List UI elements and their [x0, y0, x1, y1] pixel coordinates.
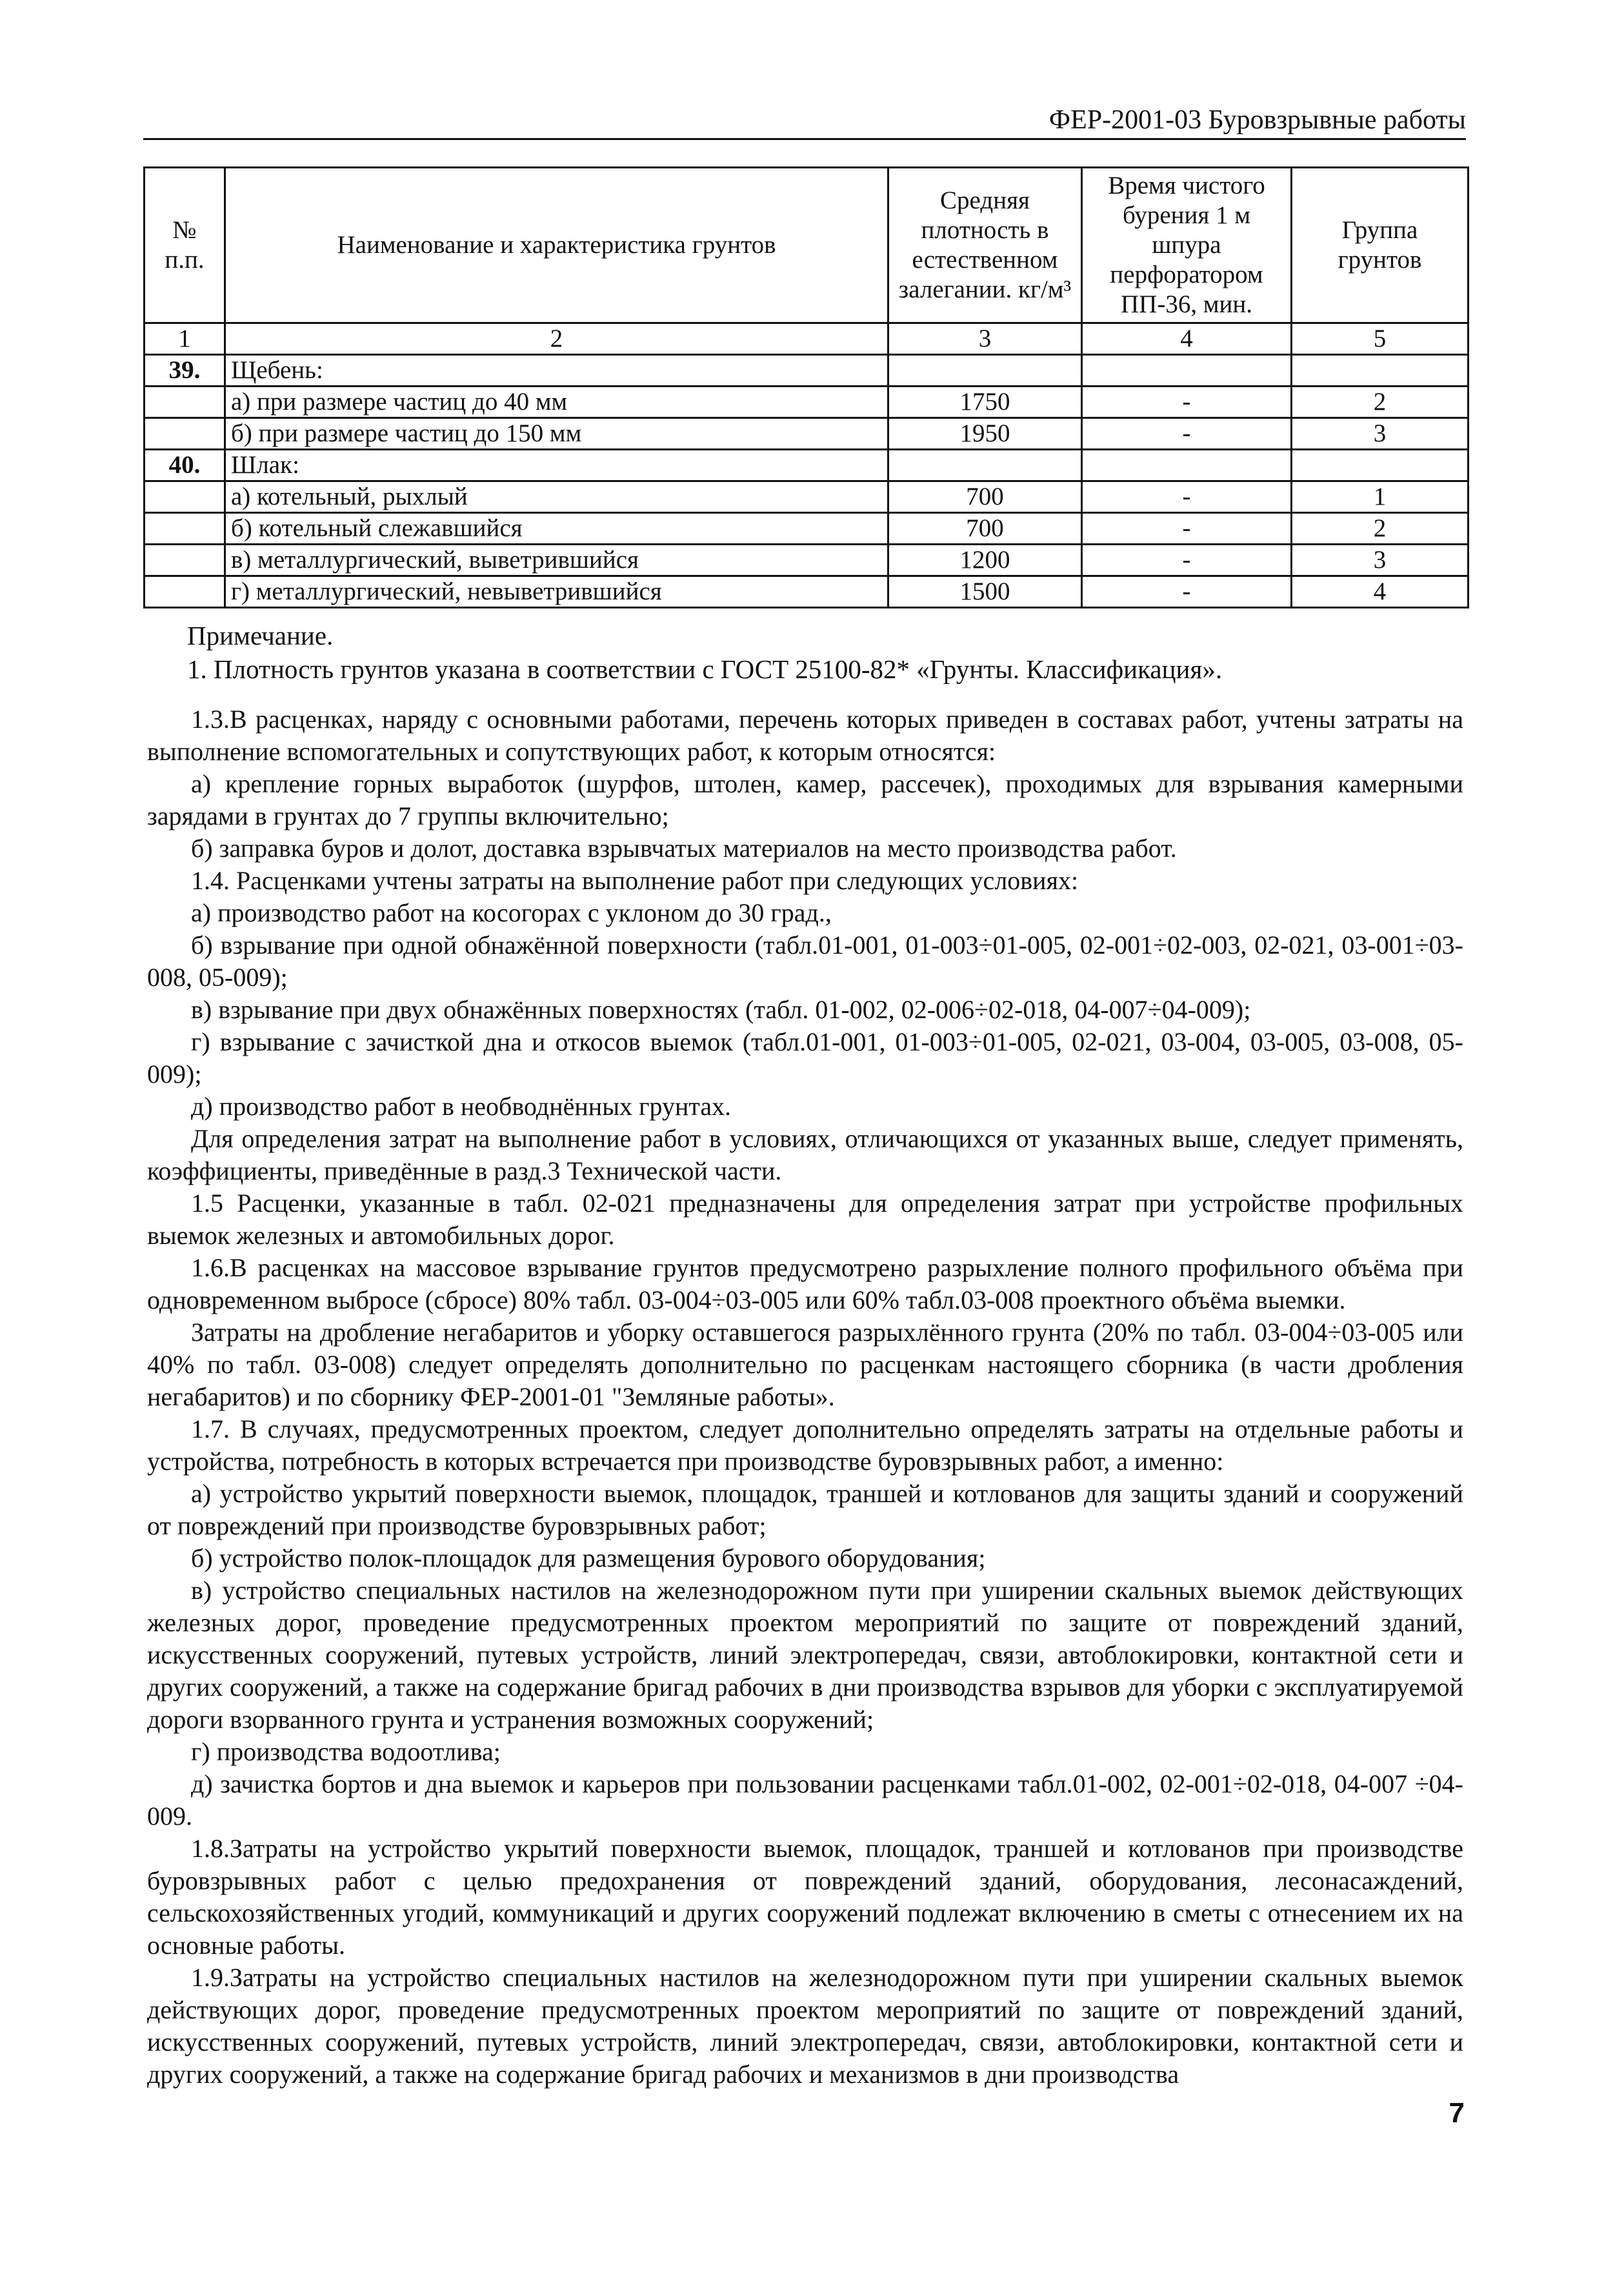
- paragraph: д) зачистка бортов и дна выемок и карьеров при пользовании расценками табл.01-002, 02-001÷02-018, 04-007 ÷04-009.: [147, 1769, 1463, 1831]
- header-name: Наименование и характеристика грунтов: [225, 168, 888, 323]
- paragraph: Для определения затрат на выполнение работ в условиях, отличающихся от указанных выше, следует применять, коэффициенты, приведённые в разд.3 Технической части.: [147, 1124, 1463, 1185]
- paragraph: Затраты на дробление негабаритов и уборку оставшегося разрыхлённого грунта (20% по табл. 03-004÷03-005 или 40% по табл. 03-008) следует определять дополнительно по расценкам настоящего сборника (в части дробления негабаритов) и по сборнику ФЕР-2001-01 "Земляные работы».: [147, 1318, 1463, 1411]
- row-density: [888, 355, 1082, 387]
- row-group: [1292, 450, 1469, 481]
- header-group: Группа грунтов: [1292, 168, 1469, 323]
- paragraph: 1.4. Расценками учтены затраты на выполнение работ при следующих условиях:: [191, 866, 1079, 895]
- paragraph: г) производства водоотлива;: [191, 1737, 501, 1766]
- row-density: 1950: [888, 418, 1082, 450]
- table-row: [145, 481, 1469, 513]
- row-name: б) при размере частиц до 150 мм: [225, 418, 888, 450]
- soil-table: [143, 166, 1469, 608]
- header-drill-time: Время чистого бурения 1 м шпура перфоратором ПП-36, мин.: [1082, 168, 1292, 323]
- row-number: 40.: [145, 450, 225, 481]
- paragraph: а) крепление горных выработок (шурфов, штолен, камер, рассечек), проходимых для взрывания камерными зарядами в грунтах до 7 группы включительно;: [147, 769, 1463, 830]
- paragraph: 1.7. В случаях, предусмотренных проектом, следует дополнительно определять затраты на отдельные работы и устройства, потребность в которых встречается при производстве буровзрывных работ, а именно:: [147, 1414, 1463, 1476]
- row-drill-time: [1082, 355, 1292, 387]
- row-drill-time: -: [1082, 513, 1292, 545]
- row-number: [145, 481, 225, 513]
- table-row: [145, 387, 1469, 418]
- paragraph: а) устройство укрытий поверхности выемок, площадок, траншей и котлованов для защиты зданий и сооружений от повреждений при производстве буровзрывных работ;: [147, 1479, 1463, 1540]
- header-number: № п.п.: [145, 168, 225, 323]
- row-density: 1500: [888, 576, 1082, 608]
- paragraph: д) производство работ в необводнённых грунтах.: [191, 1092, 732, 1121]
- row-density: 700: [888, 513, 1082, 545]
- note-text: 1. Плотность грунтов указана в соответствии с ГОСТ 25100-82* «Грунты. Классификация».: [187, 654, 1223, 684]
- row-name: в) металлургический, выветрившийся: [225, 545, 888, 576]
- running-header: ФЕР-2001-03 Буровзрывные работы: [143, 103, 1466, 140]
- table-row: [145, 355, 1469, 387]
- table-row: [145, 545, 1469, 576]
- table-row: [145, 513, 1469, 545]
- row-drill-time: -: [1082, 545, 1292, 576]
- table-row: [145, 576, 1469, 608]
- paragraph: 1.3.В расценках, наряду с основными работами, перечень которых приведен в составах работ, учтены затраты на выполнение вспомогательных и сопутствующих работ, к которым относятся:: [147, 705, 1463, 766]
- row-group: 3: [1292, 545, 1469, 576]
- row-number: [145, 418, 225, 450]
- row-group: 2: [1292, 513, 1469, 545]
- row-drill-time: -: [1082, 481, 1292, 513]
- row-group: 2: [1292, 387, 1469, 418]
- paragraph: в) устройство специальных настилов на железнодорожном пути при уширении скальных выемок действующих железных дорог, проведение предусмотренных проектом мероприятий по защите от повреждений зданий, искусственных сооружений, путевых устройств, линий электропередач, связи, автоблокировки, контактной сети и других сооружений, а также на содержание бригад рабочих в дни производства взрывов для уборки с эксплуатируемой дороги взорванного грунта и устранения возможных сооружений;: [147, 1576, 1463, 1734]
- header-density: Средняя плотность в естественном залегании. кг/м³: [888, 168, 1082, 323]
- row-number: [145, 387, 225, 418]
- row-drill-time: [1082, 450, 1292, 481]
- column-number: 2: [225, 323, 888, 355]
- row-name: а) при размере частиц до 40 мм: [225, 387, 888, 418]
- row-drill-time: -: [1082, 418, 1292, 450]
- paragraph: в) взрывание при двух обнажённых поверхностях (табл. 01-002, 02-006÷02-018, 04-007÷04-009);: [191, 995, 1251, 1024]
- paragraph: 1.9.Затраты на устройство специальных настилов на железнодорожном пути при уширении скальных выемок действующих дорог, проведение предусмотренных проектом мероприятий по защите от повреждений зданий, искусственных сооружений, путевых устройств, линий электропередач, связи, автоблокировки, контактной сети и других сооружений, а также на содержание бригад рабочих и механизмов в дни производства: [147, 1963, 1463, 2089]
- row-group: 4: [1292, 576, 1469, 608]
- paragraph: г) взрывание с зачисткой дна и откосов выемок (табл.01-001, 01-003÷01-005, 02-021, 03-004, 03-005, 03-008, 05-009);: [147, 1027, 1463, 1089]
- row-density: 1750: [888, 387, 1082, 418]
- row-density: 700: [888, 481, 1082, 513]
- row-name: Шлак:: [225, 450, 888, 481]
- paragraph: б) устройство полок-площадок для размещения бурового оборудования;: [191, 1543, 986, 1573]
- column-number: 4: [1082, 323, 1292, 355]
- row-group: 3: [1292, 418, 1469, 450]
- row-name: б) котельный слежавшийся: [225, 513, 888, 545]
- row-number: [145, 513, 225, 545]
- paragraph: 1.6.В расценках на массовое взрывание грунтов предусмотрено разрыхление полного профильного объёма при одновременном выбросе (сбросе) 80% табл. 03-004÷03-005 или 60% табл.03-008 проектного объёма выемки.: [147, 1253, 1463, 1314]
- row-number: [145, 545, 225, 576]
- column-number-row: [145, 323, 1469, 355]
- table-row: [145, 418, 1469, 450]
- row-name: г) металлургический, невыветрившийся: [225, 576, 888, 608]
- column-number: 3: [888, 323, 1082, 355]
- row-density: [888, 450, 1082, 481]
- row-number: 39.: [145, 355, 225, 387]
- body-text: [147, 703, 1463, 2091]
- row-drill-time: -: [1082, 576, 1292, 608]
- table-row: [145, 450, 1469, 481]
- row-name: Щебень:: [225, 355, 888, 387]
- page-number: 7: [1449, 2097, 1465, 2129]
- row-drill-time: -: [1082, 387, 1292, 418]
- paragraph: 1.8.Затраты на устройство укрытий поверхности выемок, площадок, траншей и котлованов при производстве буровзрывных работ с целью предохранения от повреждений зданий, оборудования, лесонасаждений, сельскохозяйственных угодий, коммуникаций и других сооружений подлежат включению в сметы с отнесением их на основные работы.: [147, 1834, 1463, 1960]
- table-header-row: [145, 168, 1469, 323]
- paragraph: 1.5 Расценки, указанные в табл. 02-021 предназначены для определения затрат при устройстве профильных выемок железных и автомобильных дорог.: [147, 1189, 1463, 1250]
- paragraph: а) производство работ на косогорах с уклоном до 30 град.,: [191, 898, 832, 927]
- row-group: [1292, 355, 1469, 387]
- note-title: Примечание.: [187, 621, 334, 650]
- row-group: 1: [1292, 481, 1469, 513]
- row-name: а) котельный, рыхлый: [225, 481, 888, 513]
- paragraph: б) взрывание при одной обнажённой поверхности (табл.01-001, 01-003÷01-005, 02-001÷02-003, 02-021, 03-001÷03-008, 05-009);: [147, 930, 1463, 992]
- row-number: [145, 576, 225, 608]
- paragraph: б) заправка буров и долот, доставка взрывчатых материалов на место производства работ.: [191, 834, 1177, 863]
- row-density: 1200: [888, 545, 1082, 576]
- column-number: 1: [145, 323, 225, 355]
- column-number: 5: [1292, 323, 1469, 355]
